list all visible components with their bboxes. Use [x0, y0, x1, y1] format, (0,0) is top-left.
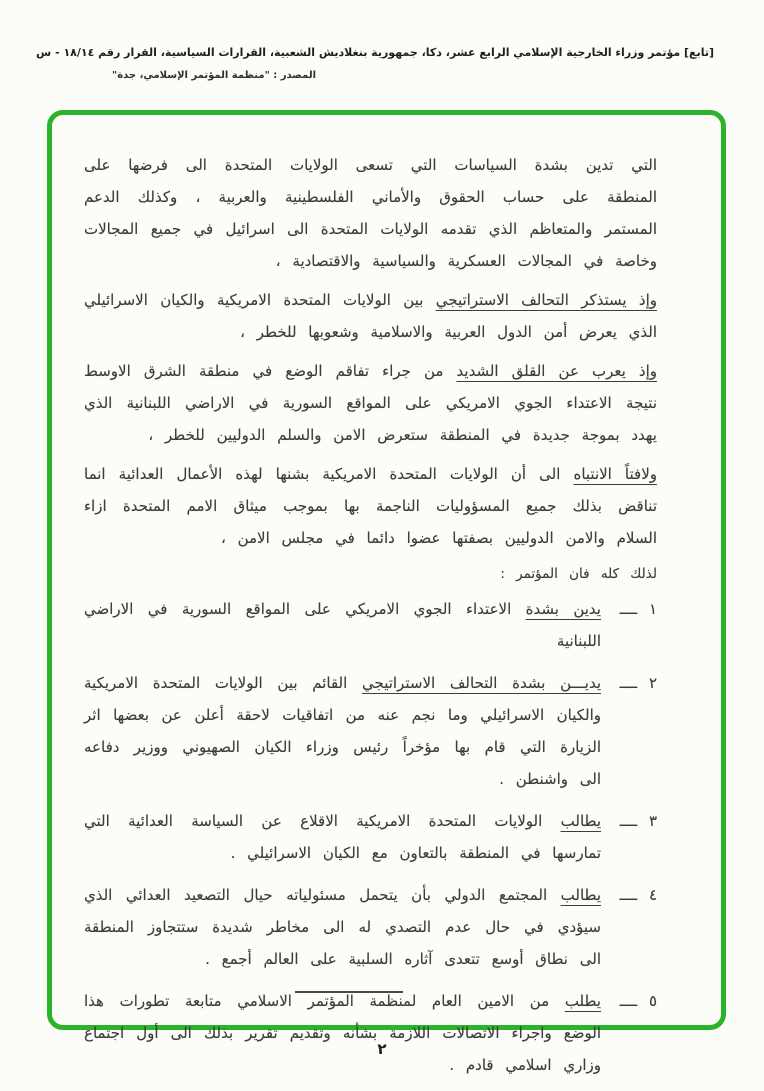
resolution-text: يدين بشدة الاعتداء الجوي الامريكي على المواقع السورية في الاراضي اللبنانية [84, 600, 601, 650]
paragraph: ولافتاً الانتباه الى أن الولايات المتحدة الامريكية بشنها لهذه الأعمال العدائية انما تناقض بذلك جميع المسؤوليات الناجمة بها بموجب ميثاق الامم المتحدة ازاء السلام والامن الدوليين بصفتها عضوا دائما في مجلس الامن ، [84, 465, 657, 547]
resolution-item [84, 667, 657, 795]
underlined-lead: وإذ يعرب عن القلق الشديد [456, 362, 657, 380]
resolution-text: يطالب الولايات المتحدة الامريكية الاقلاع عن السياسة العدائية التي تمارسها في المنطقة بالتعاون مع الكيان الاسرائيلي . [84, 812, 601, 862]
resolution-text: يديـــن بشدة التحالف الاستراتيجي القائم بين الولايات المتحدة الامريكية والكيان الاسرائيلي وما نجم عنه من اتفاقيات لاحقة أعلن عن بعضها اثر الزيارة التي قام بها مؤخراً رئيس وزراء الكيان الصهيوني ووزير دفاعه الى واشنطن . [84, 674, 601, 788]
resolution-number: ٤ ــــ [619, 886, 657, 904]
resolution-item [84, 805, 657, 869]
page-number: ٢ [377, 1040, 387, 1058]
underlined-lead: وإذ يستذكر التحالف الاستراتيجي [435, 291, 658, 309]
document-header-citation: [تابع] مؤتمر وزراء الخارجية الإسلامي الرابع عشر، دكا، جمهورية بنغلاديش الشعبية، القرارات السياسية، القرار رقم ١٨/١٤ - س [36, 46, 714, 59]
preamble-paragraphs [84, 149, 657, 554]
resolution-text: يطالب المجتمع الدولي بأن يتحمل مسئولياته حيال التصعيد العدائي الذي سيؤدي في حال عدم التصدي له الى مخاطر شديدة ستتجاوز المنطقة الى نطاق أوسع تتعدى آثاره السلبية على العالم أجمع . [84, 886, 601, 968]
paragraph: وإذ يستذكر التحالف الاستراتيجي بين الولايات المتحدة الامريكية والكيان الاسرائيلي الذي يعرض أمن الدول العربية والاسلامية وشعوبها للخطر ، [84, 291, 658, 341]
document-body [84, 149, 657, 1091]
resolution-number: ٥ ــــ [619, 992, 657, 1010]
resolution-number: ١ ــــ [619, 600, 657, 618]
resolution-intro: لذلك كله فان المؤتمر : [500, 566, 657, 582]
resolution-text: يطلب من الامين العام لمنظمة المؤتمر الاسلامي متابعة تطورات هذا الوضع واجراء الاتصالات اللازمة بشأنه وتقديم تقرير بذلك الى أول اجتماع وزاري اسلامي قادم . [84, 992, 601, 1074]
source-attribution: المصدر : "منظمة المؤتمر الإسلامي، جدة" [112, 70, 317, 81]
resolution-number: ٢ ــــ [619, 674, 657, 692]
resolution-list [84, 593, 657, 1081]
resolution-item [84, 879, 657, 975]
resolution-item [84, 985, 657, 1081]
green-highlight-frame [47, 110, 726, 1074]
resolution-number: ٣ ــــ [619, 812, 657, 830]
resolution-item [84, 593, 657, 657]
underlined-lead: ولافتاً الانتباه [573, 465, 657, 483]
paragraph: التي تدين بشدة السياسات التي تسعى الولايات المتحدة الى فرضها على المنطقة على حساب الحقوق والأماني الفلسطينية والعربية ، وكذلك الدعم المستمر والمتعاظم الذي تقدمه الولايات المتحدة الى اسرائيل في جميع المجالات وخاصة في المجالات العسكرية والسياسية والاقتصادية ، [84, 156, 657, 270]
paragraph: وإذ يعرب عن القلق الشديد من جراء تفاقم الوضع في منطقة الشرق الاوسط نتيجة الاعتداء الجوي الامريكي على المواقع السورية في الاراضي اللبنانية الذي يهدد بموجة جديدة في المنطقة ستعرض الامن والسلم الدوليين للخطر ، [84, 362, 657, 444]
underlined-lead: يديـــن بشدة التحالف الاستراتيجي [362, 674, 601, 692]
underlined-lead: يدين بشدة [525, 600, 601, 618]
underlined-lead: يطالب [560, 812, 601, 830]
footer-divider-line [295, 991, 403, 993]
underlined-lead: يطلب [564, 992, 601, 1010]
underlined-lead: يطالب [560, 886, 601, 904]
